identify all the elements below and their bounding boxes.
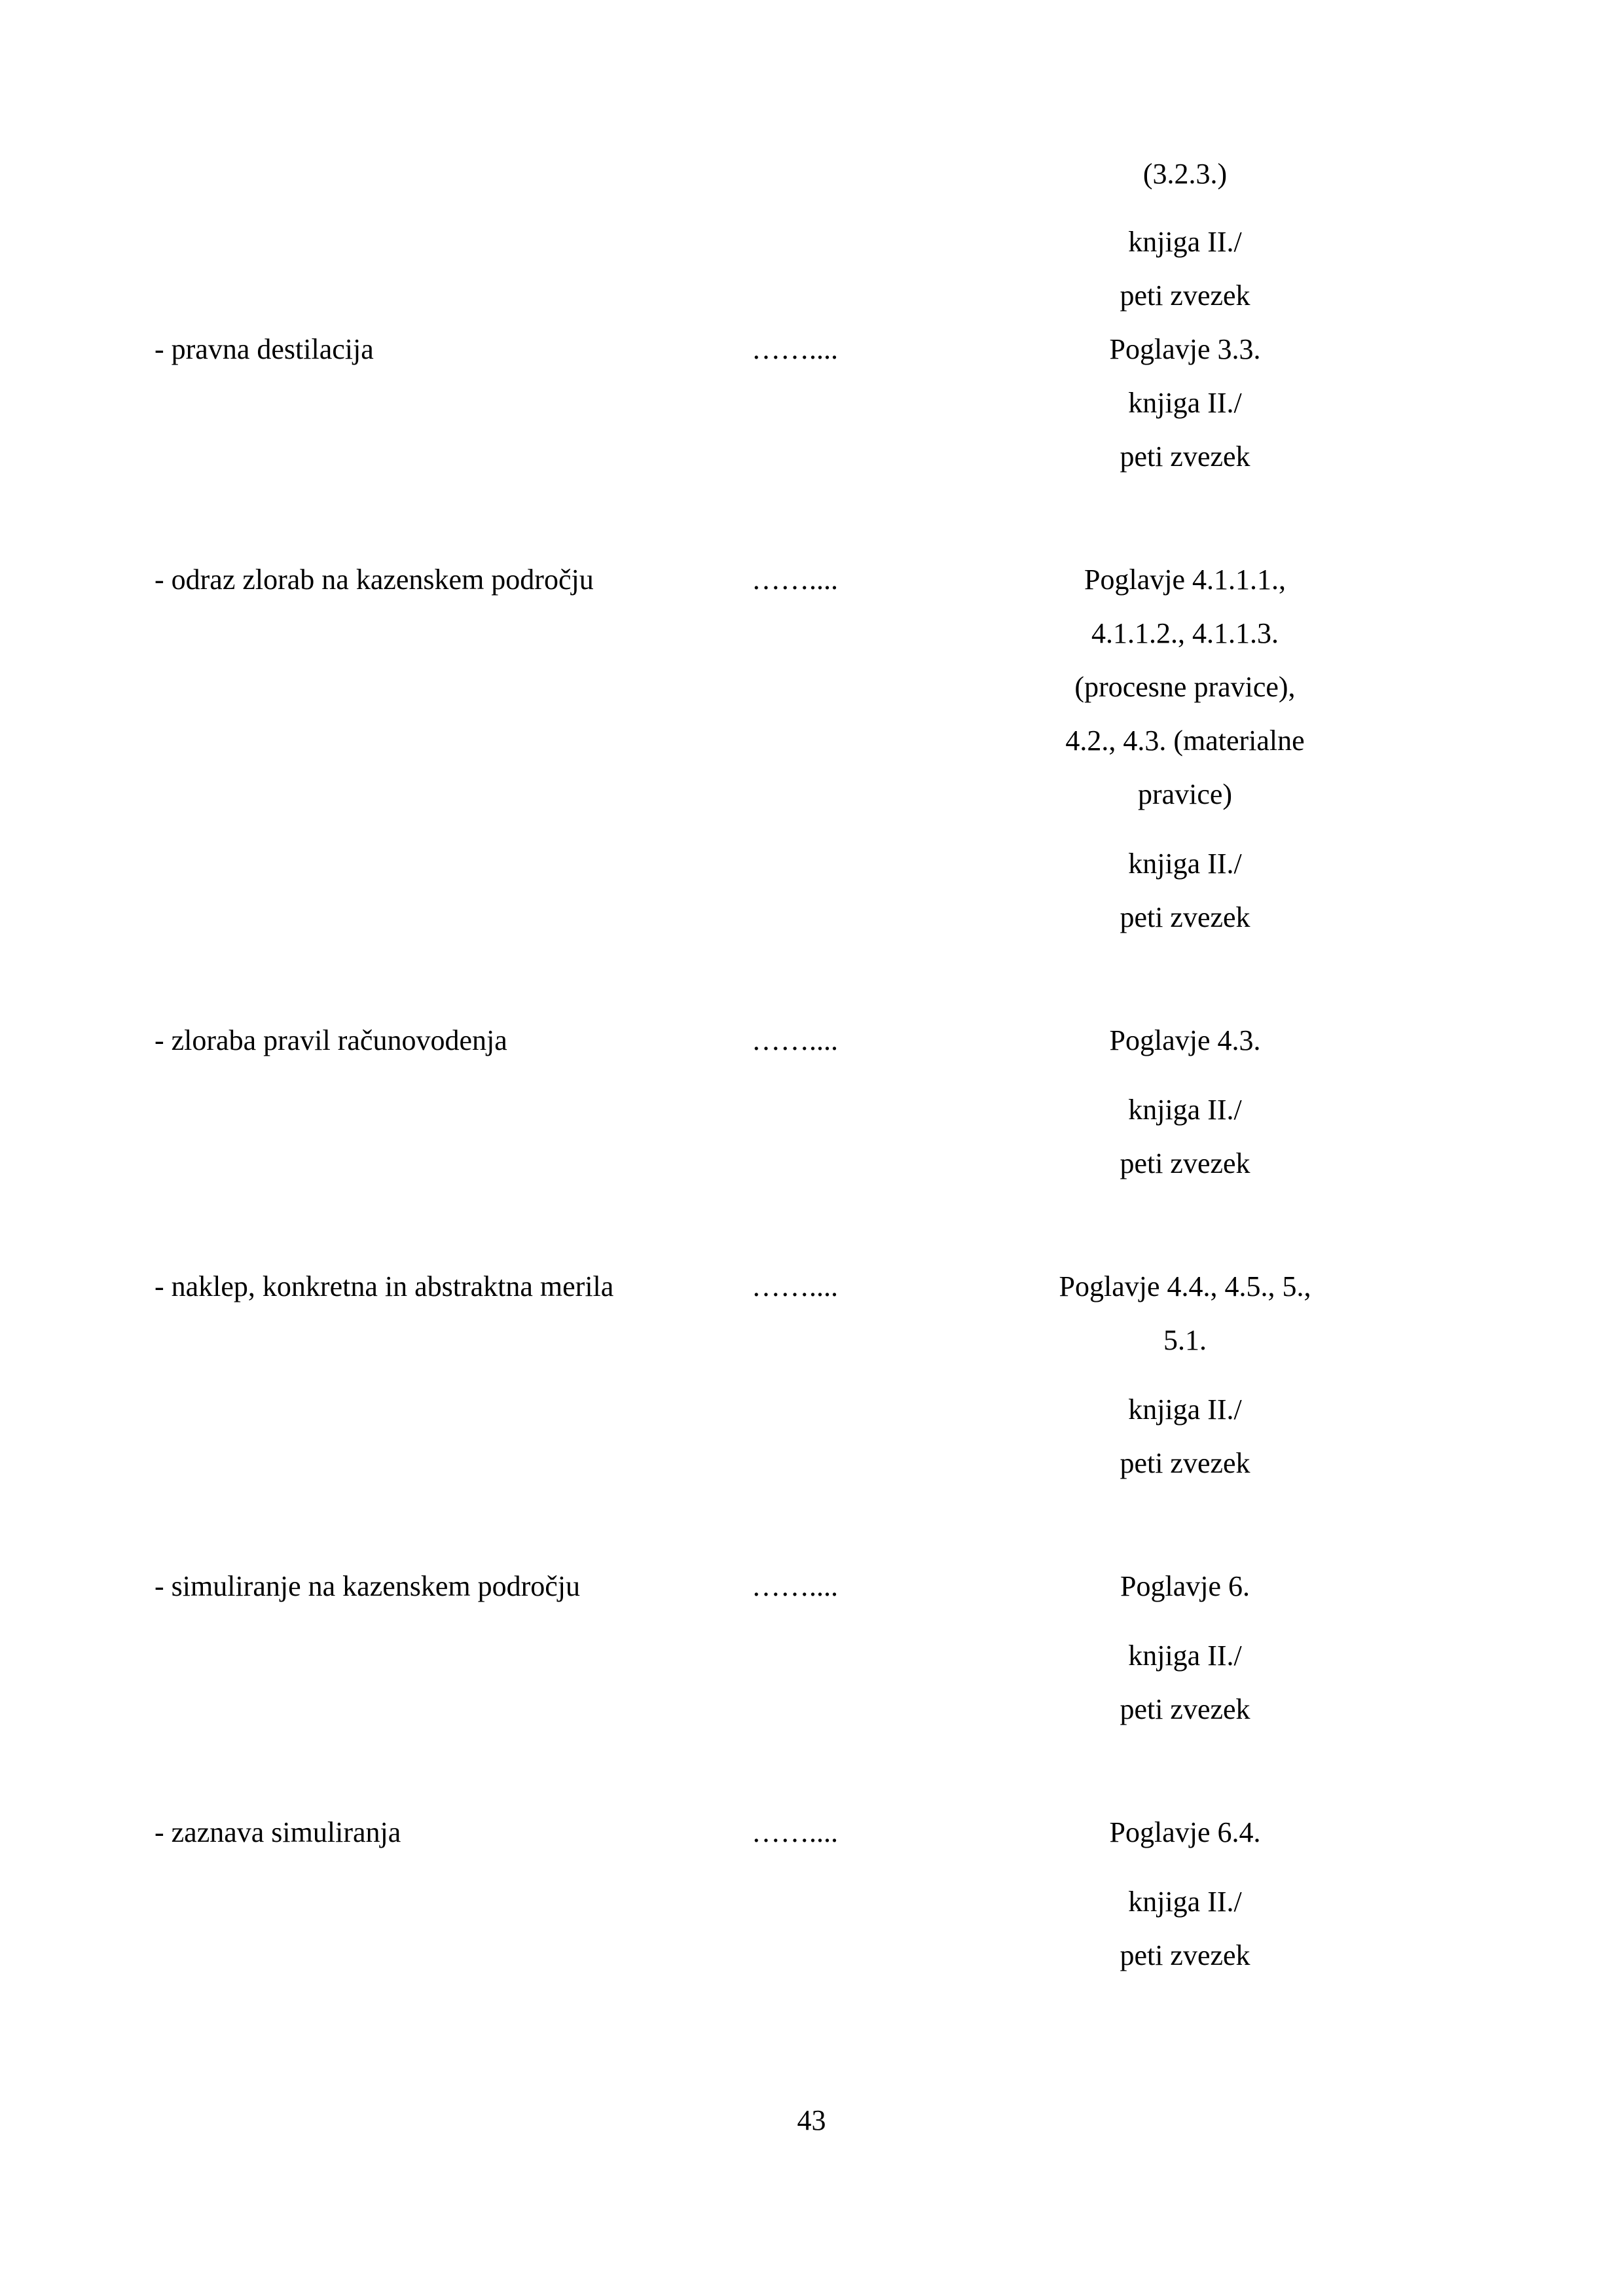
- index-term: - pravna destilacija: [155, 333, 374, 365]
- index-ref-line: 4.1.1.2., 4.1.1.3.: [1091, 617, 1279, 649]
- index-term: - odraz zlorab na kazenskem področju: [155, 564, 594, 596]
- index-ref-line: Poglavje 3.3.: [1109, 333, 1261, 365]
- index-ref-line: knjiga II./: [1128, 1094, 1242, 1126]
- index-term: - zloraba pravil računovodenja: [155, 1024, 507, 1056]
- index-term: - simuliranje na kazenskem področju: [155, 1570, 581, 1602]
- top-ref-line: (3.2.3.): [1142, 158, 1228, 190]
- index-ref-line: knjiga II./: [1128, 387, 1242, 419]
- index-ref-line: pravice): [1137, 778, 1233, 810]
- index-ref-line: Poglavje 4.1.1.1.,: [1084, 564, 1286, 596]
- index-term: - zaznava simuliranja: [155, 1816, 401, 1848]
- index-ref-line: knjiga II./: [1128, 1393, 1242, 1426]
- leader-dots: ……....: [752, 564, 838, 596]
- leader-dots: ……....: [752, 333, 838, 365]
- index-ref-line: Poglavje 4.4., 4.5., 5.,: [1059, 1270, 1311, 1302]
- index-ref-line: peti zvezek: [1120, 1939, 1250, 1971]
- index-ref-line: knjiga II./: [1128, 1640, 1242, 1672]
- page-number: 43: [797, 2104, 826, 2136]
- index-ref-line: Poglavje 6.: [1120, 1570, 1250, 1602]
- top-ref-line: peti zvezek: [1120, 279, 1250, 312]
- leader-dots: ……....: [752, 1570, 838, 1602]
- index-term: - naklep, konkretna in abstraktna merila: [155, 1270, 614, 1302]
- index-ref-line: Poglavje 6.4.: [1109, 1816, 1261, 1848]
- index-ref-line: peti zvezek: [1120, 901, 1250, 933]
- index-ref-line: peti zvezek: [1120, 440, 1250, 473]
- leader-dots: ……....: [752, 1816, 838, 1848]
- index-ref-line: knjiga II./: [1128, 1886, 1242, 1918]
- leader-dots: ……....: [752, 1270, 838, 1302]
- index-ref-line: knjiga II./: [1128, 848, 1242, 880]
- index-ref-line: 5.1.: [1163, 1324, 1207, 1356]
- leader-dots: ……....: [752, 1024, 838, 1056]
- top-ref-line: knjiga II./: [1128, 226, 1242, 258]
- index-ref-line: (procesne pravice),: [1074, 671, 1296, 703]
- index-ref-line: 4.2., 4.3. (materialne: [1065, 725, 1305, 757]
- index-ref-line: Poglavje 4.3.: [1109, 1024, 1261, 1056]
- index-ref-line: peti zvezek: [1120, 1147, 1250, 1179]
- index-ref-line: peti zvezek: [1120, 1447, 1250, 1479]
- index-ref-line: peti zvezek: [1120, 1693, 1250, 1725]
